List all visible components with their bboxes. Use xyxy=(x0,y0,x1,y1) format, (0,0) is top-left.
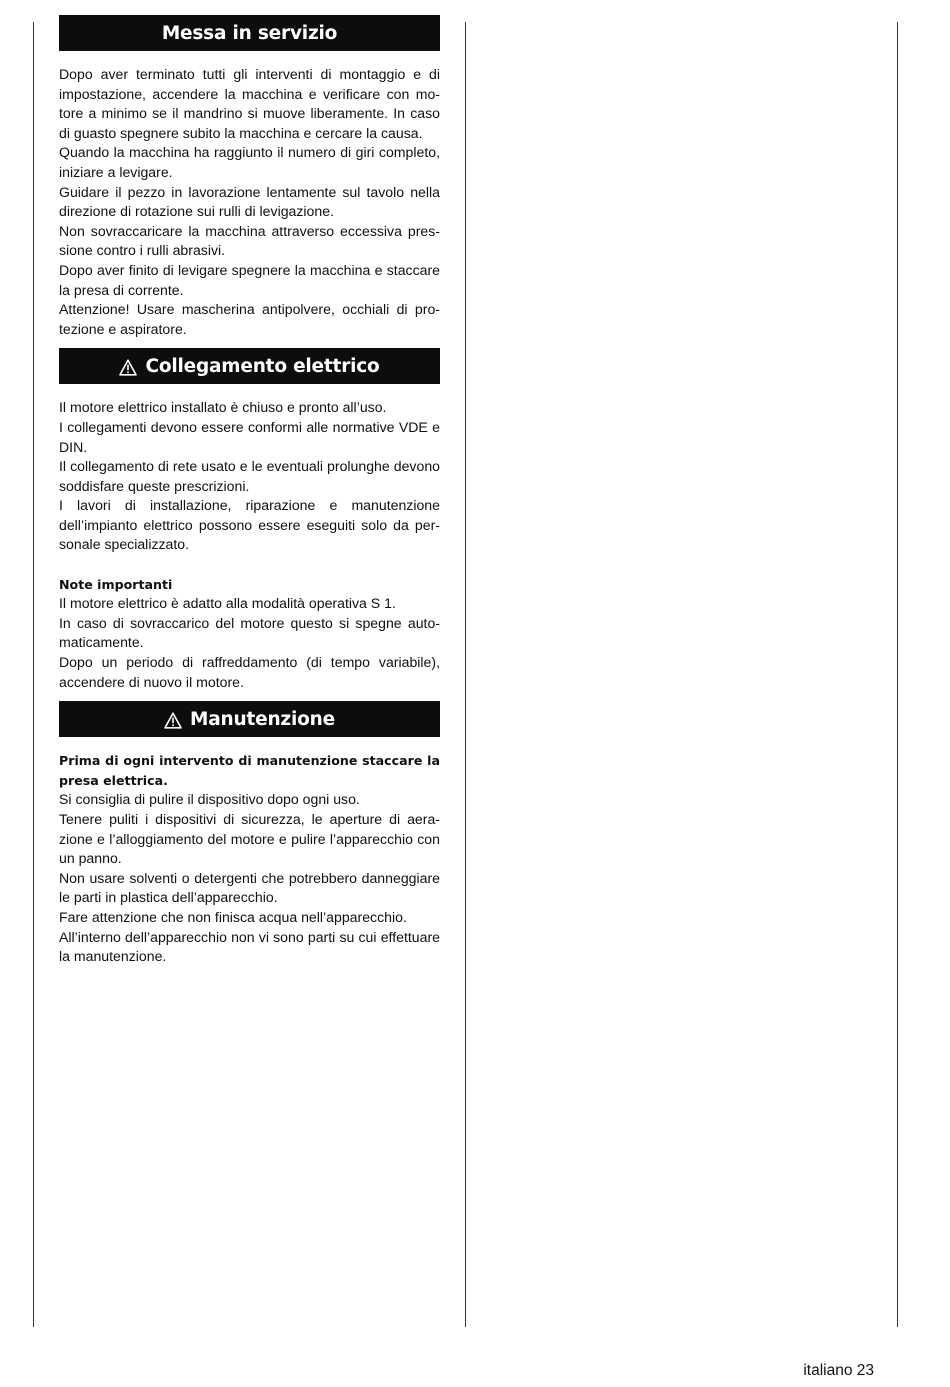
paragraph: Attenzione! Usare mascherina antipolvere, occhiali di protezione e aspiratore. xyxy=(59,301,440,337)
section-heading-collegamento-elettrico xyxy=(59,348,440,384)
paragraph: Tenere puliti i dispositivi di sicurezza, le aperture di aerazione e l’alloggiamento del motore e pulire l’apparecchio con un panno. xyxy=(59,811,440,867)
warning-triangle-icon xyxy=(164,712,182,729)
paragraph: All’interno dell’apparecchio non vi sono parti su cui effettuare la manutenzione. xyxy=(59,928,440,965)
paragraph: I lavori di installazione, riparazione e manutenzione dell’impianto elettrico possono essere eseguiti solo da personale specializzato. xyxy=(59,497,440,553)
section-title: Messa in servizio xyxy=(161,22,338,44)
left-rule xyxy=(33,22,34,1327)
section-body-manutenzione xyxy=(59,751,440,967)
paragraph: Non usare solventi o detergenti che potrebbero danneggiare le parti in plastica dell’apparecchio. xyxy=(59,869,440,906)
paragraph: Si consiglia di pulire il dispositivo dopo ogni uso. xyxy=(59,791,360,808)
center-rule xyxy=(465,22,466,1327)
section-heading-messa-in-servizio xyxy=(59,15,440,51)
left-column xyxy=(59,15,440,967)
paragraph: Il collegamento di rete usato e le eventuali prolunghe devono soddisfare queste prescrizioni. xyxy=(59,458,440,494)
paragraph: Fare attenzione che non finisca acqua nell’apparecchio. xyxy=(59,908,407,925)
paragraph: I collegamenti devono essere conformi alle normative VDE e DIN. xyxy=(59,418,440,455)
paragraph: Quando la macchina ha raggiunto il numero di giri completo, iniziare a levigare. xyxy=(59,144,440,180)
right-rule xyxy=(897,22,898,1327)
paragraph: Dopo un periodo di raffreddamento (di tempo variabile), accendere di nuovo il motore. xyxy=(59,654,440,690)
subheading-note-importanti: Note importanti xyxy=(59,576,173,592)
paragraph: Dopo aver finito di levigare spegnere la macchina e staccare la presa di corrente. xyxy=(59,261,440,298)
paragraph: Dopo aver terminato tutti gli interventi di montaggio e di impostazione, accendere la macchina e verificare con motore a minimo se il mandrino si muove liberamente. In caso di guasto spegnere subito la macchina e cercare la causa. xyxy=(59,66,440,141)
section-title: Manutenzione xyxy=(190,708,335,730)
section-heading-manutenzione xyxy=(59,701,440,737)
paragraph: Il motore elettrico installato è chiuso e pronto all’uso. xyxy=(59,399,387,416)
warning-triangle-icon xyxy=(119,359,137,376)
paragraph: Il motore elettrico è adatto alla modalità operativa S 1. xyxy=(59,595,396,612)
section-body-messa-in-servizio xyxy=(59,65,440,339)
section-body-collegamento-elettrico xyxy=(59,398,440,692)
page-number: italiano 23 xyxy=(803,1362,874,1379)
paragraph: Guidare il pezzo in lavorazione lentamente sul tavolo nella direzione di rotazione sui rulli di levigazione. xyxy=(59,183,440,220)
bold-intro: Prima di ogni intervento di manutenzione staccare la presa elettrica. xyxy=(59,753,440,788)
paragraph: In caso di sovraccarico del motore questo si spegne automaticamente. xyxy=(59,614,440,651)
paragraph: Non sovraccaricare la macchina attraverso eccessiva pressione contro i rulli abrasivi. xyxy=(59,222,440,259)
section-title: Collegamento elettrico xyxy=(145,355,380,377)
